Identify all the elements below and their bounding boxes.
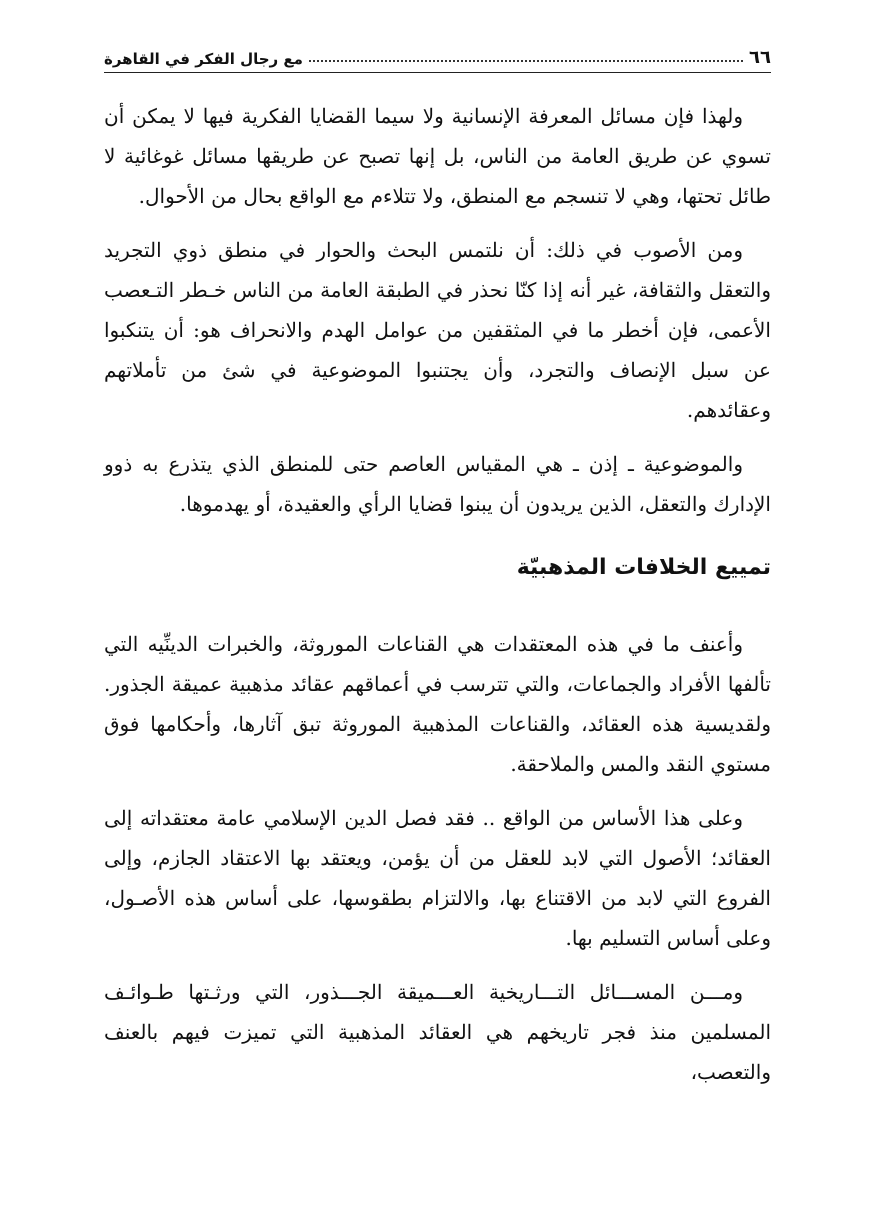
- paragraph: ولهذا فإن مسائل المعرفة الإنسانية ولا سيما القضايا الفكرية فيها لا يمكن أن تسوي عن طريق العامة من الناس، بل إنها تصبح عن طريقها مسائل غوغائية لا طائل تحتها، وهي لا تنسجم مع المنطق، ولا تتلاءم مع الواقع بحال من الأحوال.: [104, 104, 771, 208]
- section-heading: تمييع الخلافات المذهبيّة: [516, 555, 771, 580]
- paragraph: ومن الأصوب في ذلك: أن نلتمس البحث والحوار في منطق ذوي التجريد والتعقل والثقافة، غير أنه إذا كنّا نحذر في الطبقة العامة من الناس خـطر التـعصب الأعمى، فإن أخطر ما في المثقفين من عوامل الهدم والانحراف هو: أن يتنكبوا عن سبل الإنصاف والتجرد، وأن يجتنبوا الموضوعية في شئ من تأملاتهم وعقائدهم.: [104, 238, 771, 422]
- paragraph: وعلى هذا الأساس من الواقع .. فقد فصل الدين الإسلامي عامة معتقداته إلى العقائد؛ الأصول التي لابد للعقل من أن يؤمن، ويعتقد بها الاعتقاد الجازم، وإلى الفروع التي لابد من الاقتناع بها، والالتزام بطقوسها، على أساس هذه الأصـول، وعلى أساس التسليم بها.: [104, 806, 771, 950]
- header-leader-dots: [309, 60, 743, 62]
- running-header: [104, 34, 771, 73]
- paragraph: والموضوعية ـ إذن ـ هي المقياس العاصم حتى للمنطق الذي يتذرع به ذوو الإدارك والتعقل، الذين يريدون أن يبنوا قضايا الرأي والعقيدة، أو يهدموها.: [104, 452, 771, 516]
- page-number: ٦٦: [749, 47, 771, 68]
- paragraph: وأعنف ما في هذه المعتقدات هي القناعات الموروثة، والخبرات الدينِّيه التي تألفها الأفراد والجماعات، والتي تترسب في أعماقهم عقائد مذهبية عميقة الجذور. ولقديسية هذه العقائد، والقناعات المذهبية الموروثة تبق آثارها، وأحكامها فوق مستوي النقد والمس والملاحقة.: [104, 632, 771, 776]
- paragraph: ومـــن المســـائل التـــاريخية العـــميقة الجـــذور، التي ورثـتها طـوائـف المسلمين منذ فجر تاريخهم هي العقائد المذهبية التي تميزت فيهم بالعنف والتعصب،: [104, 980, 771, 1084]
- book-title: مع رجال الفكر في القاهرة: [104, 50, 303, 68]
- page-body: [104, 96, 771, 1106]
